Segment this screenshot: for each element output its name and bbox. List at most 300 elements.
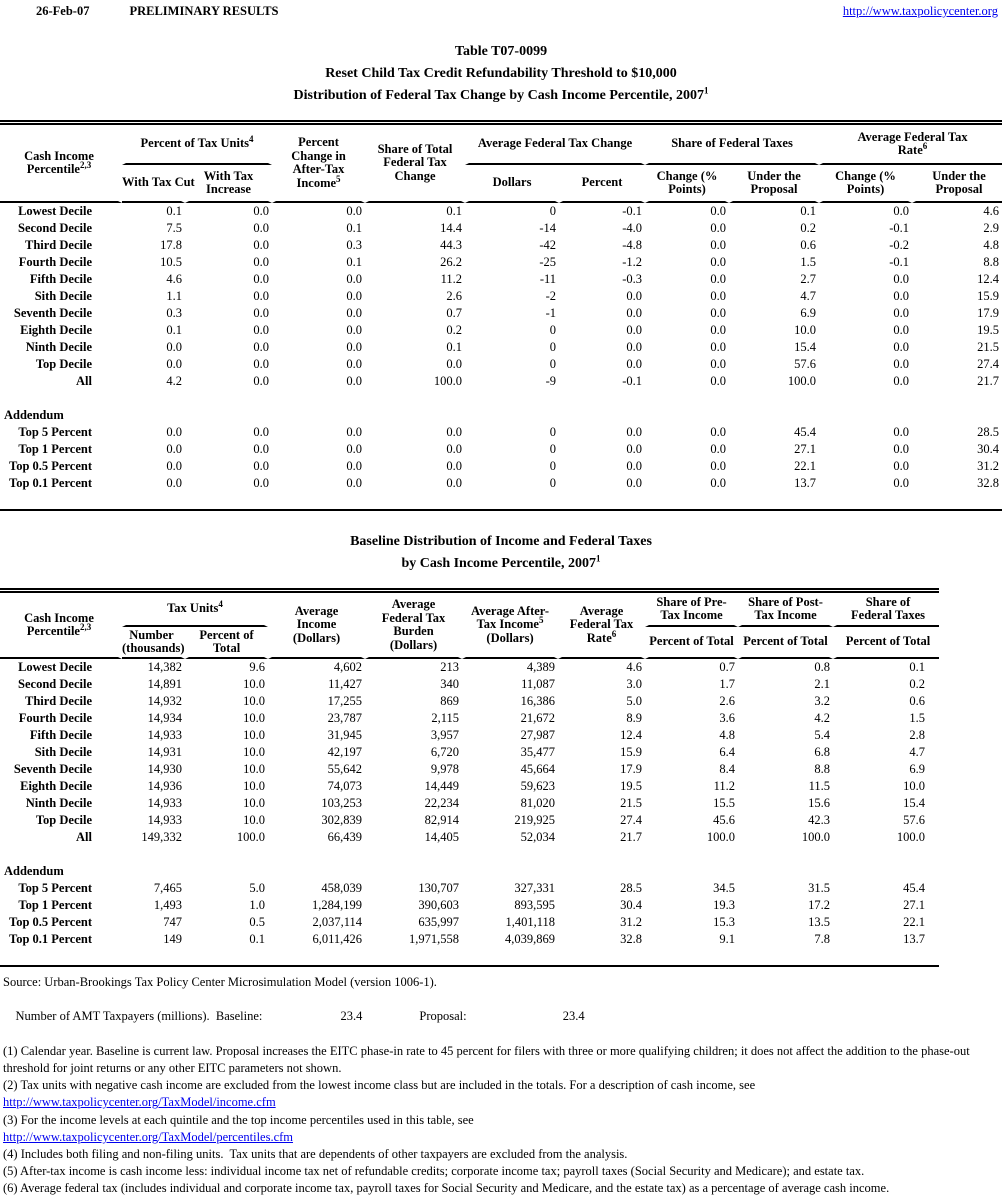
value-cell: 4.7 <box>909 745 926 759</box>
value-cell: 14,930 <box>147 762 182 776</box>
value-cell: -11 <box>539 272 557 286</box>
value-cell: 0.0 <box>253 476 270 490</box>
value-cell: 869 <box>440 694 460 708</box>
value-cell: 100.0 <box>706 830 736 844</box>
value-cell: 21.5 <box>977 340 1000 354</box>
value-cell: 0.0 <box>253 323 270 337</box>
value-cell: 747 <box>163 915 182 929</box>
table-row <box>0 880 939 897</box>
value-cell: 27.1 <box>903 898 926 912</box>
value-cell: 0.0 <box>253 272 270 286</box>
value-cell: 0.2 <box>800 221 817 235</box>
value-cell: 14,933 <box>147 728 182 742</box>
value-cell: -1.2 <box>622 255 643 269</box>
table-row <box>0 220 1002 237</box>
value-cell: 0.0 <box>710 476 727 490</box>
preliminary-results-label: PRELIMINARY RESULTS <box>129 4 279 18</box>
value-cell: 0.0 <box>253 425 270 439</box>
amt-proposal-label: Proposal: <box>419 1009 467 1024</box>
value-cell: 2.1 <box>814 677 831 691</box>
col-header-change-points: Change (% Points) <box>645 165 729 203</box>
value-cell: 4,389 <box>526 660 556 674</box>
value-cell: 0.0 <box>710 306 727 320</box>
value-cell: 0.0 <box>253 340 270 354</box>
value-cell: 0 <box>549 442 557 456</box>
value-cell: 0.0 <box>626 323 643 337</box>
value-cell: 11.2 <box>713 779 736 793</box>
value-cell: 0.0 <box>346 340 363 354</box>
value-cell: 45.4 <box>794 425 817 439</box>
value-cell: 0.0 <box>893 323 910 337</box>
value-cell: 4,039,869 <box>505 932 556 946</box>
value-cell: 2.9 <box>983 221 1000 235</box>
value-cell: 0 <box>549 425 557 439</box>
value-cell: 0.0 <box>346 204 363 218</box>
value-cell: 0.1 <box>249 932 266 946</box>
row-label: All <box>76 830 92 844</box>
value-cell: 0.0 <box>253 221 270 235</box>
value-cell: 9,978 <box>430 762 460 776</box>
row-label: Second Decile <box>18 677 92 691</box>
value-cell: 2.8 <box>909 728 926 742</box>
table-id: Table T07-0099 <box>454 44 548 59</box>
value-cell: 2.6 <box>719 694 736 708</box>
value-cell: 10.0 <box>243 728 266 742</box>
value-cell: 0.7 <box>719 660 736 674</box>
value-cell: 100.0 <box>787 374 817 388</box>
value-cell: 0.8 <box>814 660 831 674</box>
bottom-pad-row <box>0 492 1002 509</box>
value-cell: 1.5 <box>800 255 817 269</box>
value-cell: 10.0 <box>243 694 266 708</box>
value-cell: 8.8 <box>814 762 831 776</box>
value-cell: 0.0 <box>253 459 270 473</box>
value-cell: 15.9 <box>977 289 1000 303</box>
value-cell: 4.6 <box>166 272 182 286</box>
note-2: (2) Tax units with negative cash income are excluded from the lowest income class but are included in the totals. For a description of cash income, see <box>3 1078 756 1093</box>
value-cell: 0.0 <box>893 476 910 490</box>
col-header-rate-under-proposal: Under the Proposal <box>912 165 1002 203</box>
value-cell: 458,039 <box>321 881 363 895</box>
note-3: (3) For the income levels at each quintile and the top income percentiles used in this table, see <box>3 1112 474 1127</box>
value-cell: -0.1 <box>622 374 643 388</box>
table-row <box>0 339 1002 356</box>
value-cell: 0.6 <box>800 238 817 252</box>
value-cell: 0.2 <box>909 677 926 691</box>
value-cell: 14,936 <box>147 779 182 793</box>
value-cell: 9.1 <box>719 932 736 946</box>
value-cell: 3,957 <box>430 728 460 742</box>
table-row <box>0 271 1002 288</box>
group-header-tax-units: Tax Units$^4$ <box>122 593 268 627</box>
baseline-table-title: Baseline Distribution of Income and Federal Taxes by Cash Income Percentile, 2007$^1$ <box>350 534 652 571</box>
value-cell: 1.0 <box>249 898 266 912</box>
row-label: Top 5 Percent <box>18 425 92 439</box>
value-cell: 0.7 <box>446 306 463 320</box>
value-cell: 11,087 <box>521 677 556 691</box>
value-cell: 14,932 <box>147 694 182 708</box>
row-label: Fifth Decile <box>29 728 92 742</box>
value-cell: 10.0 <box>243 779 266 793</box>
value-cell: 10.0 <box>243 677 266 691</box>
value-cell: 14,405 <box>424 830 460 844</box>
value-cell: 8.9 <box>626 711 643 725</box>
value-cell: 23,787 <box>327 711 363 725</box>
value-cell: 21,672 <box>520 711 556 725</box>
value-cell: 21.5 <box>620 796 643 810</box>
value-cell: 0.0 <box>893 425 910 439</box>
group-header-share-pre-tax-income: Share of Pre-Tax Income <box>645 593 738 627</box>
value-cell: 28.5 <box>620 881 643 895</box>
value-cell: 11,427 <box>328 677 363 691</box>
table-row <box>0 812 939 829</box>
table-row <box>0 727 939 744</box>
value-cell: 15.9 <box>620 745 643 759</box>
value-cell: 0.0 <box>626 340 643 354</box>
row-label: Top 0.5 Percent <box>9 459 92 473</box>
row-label: Top 1 Percent <box>18 442 92 456</box>
value-cell: 8.8 <box>983 255 1000 269</box>
value-cell: 1,284,199 <box>312 898 363 912</box>
row-label: Ninth Decile <box>25 796 92 810</box>
col-header-rate-change-points: Change (% Points) <box>819 165 912 203</box>
value-cell: 893,595 <box>514 898 556 912</box>
value-cell: 10.0 <box>243 796 266 810</box>
value-cell: 17.9 <box>977 306 1000 320</box>
table-row <box>0 322 1002 339</box>
value-cell: 45,664 <box>520 762 556 776</box>
value-cell: 15.5 <box>713 796 736 810</box>
value-cell: 57.6 <box>794 357 817 371</box>
value-cell: 0 <box>549 204 557 218</box>
percentiles-link[interactable]: http://www.taxpolicycenter.org/TaxModel/percentiles.cfm <box>3 1129 294 1144</box>
value-cell: 74,073 <box>327 779 363 793</box>
value-cell: 0.0 <box>346 272 363 286</box>
value-cell: 0.1 <box>166 204 182 218</box>
value-cell: 0.0 <box>893 204 910 218</box>
value-cell: 4.7 <box>800 289 817 303</box>
value-cell: 42,197 <box>327 745 363 759</box>
footer-notes <box>0 974 1002 1198</box>
value-cell: 15.4 <box>903 796 926 810</box>
value-cell: 0.0 <box>893 357 910 371</box>
value-cell: -9 <box>545 374 557 388</box>
row-label: Ninth Decile <box>25 340 92 354</box>
source-line: Source: Urban-Brookings Tax Policy Center Microsimulation Model (version 1006-1). <box>3 975 437 989</box>
value-cell: 0.0 <box>710 323 727 337</box>
row-label: Top 5 Percent <box>18 881 92 895</box>
value-cell: 0.0 <box>710 272 727 286</box>
value-cell: 0 <box>549 323 557 337</box>
value-cell: 0.0 <box>346 323 363 337</box>
group-header-percent-of-tax-units: Percent of Tax Units$^4$ <box>122 125 272 165</box>
value-cell: 0.0 <box>446 425 463 439</box>
value-cell: 32.8 <box>620 932 643 946</box>
addendum-label: Addendum <box>4 864 64 878</box>
value-cell: 5.0 <box>249 881 266 895</box>
value-cell: 7,465 <box>153 881 182 895</box>
col-header-with-tax-cut: With Tax Cut <box>122 165 185 203</box>
value-cell: 11.2 <box>440 272 463 286</box>
row-label: Seventh Decile <box>13 762 92 776</box>
row-label: Eighth Decile <box>20 779 92 793</box>
value-cell: 0 <box>549 357 557 371</box>
value-cell: 100.0 <box>896 830 926 844</box>
value-cell: 3.2 <box>814 694 831 708</box>
value-cell: 0.0 <box>893 340 910 354</box>
value-cell: 0.5 <box>249 915 266 929</box>
value-cell: 6.9 <box>800 306 817 320</box>
value-cell: 17.9 <box>620 762 643 776</box>
group-header-average-federal-tax-rate: Average Federal Tax Rate$^6$ <box>819 125 1002 165</box>
table-row <box>0 829 939 846</box>
value-cell: 17.8 <box>160 238 182 252</box>
value-cell: 0.0 <box>166 476 182 490</box>
table-row <box>0 659 939 676</box>
table-row <box>0 897 939 914</box>
value-cell: 0.0 <box>346 476 363 490</box>
value-cell: 0.1 <box>346 255 363 269</box>
table-row <box>0 795 939 812</box>
value-cell: 13.5 <box>808 915 831 929</box>
value-cell: 57.6 <box>903 813 926 827</box>
value-cell: 0.0 <box>893 289 910 303</box>
col-header-with-tax-increase: With Tax Increase <box>185 165 272 203</box>
value-cell: 15.4 <box>794 340 817 354</box>
value-cell: 2,037,114 <box>312 915 363 929</box>
section-label-row <box>0 863 939 880</box>
group-header-share-of-federal-taxes: Share of Federal Taxes <box>645 125 819 165</box>
row-label: Lowest Decile <box>18 660 92 674</box>
value-cell: 14,933 <box>147 796 182 810</box>
value-cell: 4.6 <box>626 660 643 674</box>
value-cell: 21.7 <box>977 374 1000 388</box>
value-cell: 0 <box>549 340 557 354</box>
value-cell: 4.2 <box>166 374 182 388</box>
value-cell: 340 <box>440 677 460 691</box>
value-cell: 82,914 <box>424 813 460 827</box>
value-cell: 2,115 <box>431 711 460 725</box>
value-cell: 0.0 <box>253 255 270 269</box>
col-header-average-federal-tax-rate: Average Federal Tax Rate$^6$ <box>558 593 645 659</box>
value-cell: 327,331 <box>514 881 556 895</box>
value-cell: 30.4 <box>620 898 643 912</box>
row-label: Third Decile <box>24 694 92 708</box>
site-link[interactable]: http://www.taxpolicycenter.org <box>842 4 998 18</box>
page-header <box>0 0 1002 19</box>
value-cell: 0.0 <box>253 289 270 303</box>
row-label: Fifth Decile <box>29 272 92 286</box>
row-label: Top 0.1 Percent <box>9 476 92 490</box>
value-cell: 3.6 <box>719 711 736 725</box>
value-cell: 0.0 <box>710 459 727 473</box>
value-cell: 10.0 <box>243 762 266 776</box>
distribution-title: Distribution of Federal Tax Change by Cash Income Percentile, 2007$^1$ <box>293 85 709 103</box>
value-cell: 0.0 <box>710 357 727 371</box>
value-cell: 1.7 <box>719 677 736 691</box>
income-definition-link[interactable]: http://www.taxpolicycenter.org/TaxModel/income.cfm <box>3 1095 276 1110</box>
value-cell: 6.4 <box>719 745 736 759</box>
value-cell: 10.0 <box>243 813 266 827</box>
amt-taxpayers-line: Number of AMT Taxpayers (millions). Baseline: 23.4 Proposal: 23.4 <box>3 991 1002 1043</box>
table-row <box>0 914 939 931</box>
value-cell: 66,439 <box>327 830 363 844</box>
value-cell: 0.0 <box>626 442 643 456</box>
value-cell: 14,931 <box>147 745 182 759</box>
table-row <box>0 203 1002 220</box>
value-cell: -1 <box>545 306 557 320</box>
value-cell: 0.0 <box>346 289 363 303</box>
note-1: (1) Calendar year. Baseline is current law. Proposal increases the EITC phase-in rate to 45 percent for filers with three or more qualifying children; it does not affect the addition to the phase-out threshold for joint returns or any other EITC parameters not shown. <box>3 1043 973 1076</box>
col-header-average-after-tax-income: Average After-Tax Income$^5$ (Dollars) <box>462 593 558 659</box>
table-row <box>0 424 1002 441</box>
value-cell: 44.3 <box>440 238 463 252</box>
value-cell: 2.7 <box>800 272 817 286</box>
col-header-post-tax-percent-of-total: Percent of Total <box>738 627 833 659</box>
value-cell: 14,382 <box>147 660 182 674</box>
row-label: Top 1 Percent <box>18 898 92 912</box>
value-cell: 0.1 <box>166 323 182 337</box>
value-cell: 12.4 <box>977 272 1000 286</box>
row-label: Eighth Decile <box>20 323 92 337</box>
value-cell: 7.5 <box>166 221 182 235</box>
value-cell: 22.1 <box>903 915 926 929</box>
value-cell: 0.0 <box>346 306 363 320</box>
value-cell: 0.0 <box>710 255 727 269</box>
value-cell: -4.0 <box>622 221 643 235</box>
col-header-under-proposal: Under the Proposal <box>729 165 819 203</box>
value-cell: 5.0 <box>626 694 643 708</box>
value-cell: 149,332 <box>141 830 182 844</box>
value-cell: 0.0 <box>446 459 463 473</box>
value-cell: 4.6 <box>983 204 1000 218</box>
table-row <box>0 761 939 778</box>
value-cell: 10.0 <box>903 779 926 793</box>
value-cell: 32.8 <box>977 476 1000 490</box>
value-cell: 6,720 <box>430 745 460 759</box>
value-cell: 0.0 <box>346 425 363 439</box>
value-cell: 0.3 <box>346 238 363 252</box>
value-cell: 0.0 <box>626 289 643 303</box>
value-cell: 0.0 <box>710 238 727 252</box>
addendum-label: Addendum <box>4 408 64 422</box>
value-cell: 26.2 <box>440 255 463 269</box>
value-cell: 10.0 <box>243 711 266 725</box>
value-cell: -0.3 <box>622 272 643 286</box>
value-cell: 0.0 <box>446 357 463 371</box>
value-cell: 13.7 <box>903 932 926 946</box>
value-cell: 52,034 <box>520 830 556 844</box>
value-cell: 0.0 <box>346 374 363 388</box>
value-cell: 0.0 <box>346 357 363 371</box>
col-header-share-of-total-federal-tax-change: Share of Total Federal Tax Change <box>365 125 465 203</box>
col-header-dollars: Dollars <box>465 165 559 203</box>
row-label: Top Decile <box>35 357 92 371</box>
table-row <box>0 305 1002 322</box>
value-cell: 0.0 <box>893 272 910 286</box>
value-cell: 15.3 <box>713 915 736 929</box>
group-header-average-federal-tax-change: Average Federal Tax Change <box>465 125 645 165</box>
value-cell: 27.1 <box>794 442 817 456</box>
group-header-share-post-tax-income: Share of Post-Tax Income <box>738 593 833 627</box>
value-cell: 13.7 <box>794 476 817 490</box>
value-cell: 1,493 <box>153 898 182 912</box>
value-cell: -2 <box>545 289 557 303</box>
value-cell: 2.6 <box>446 289 463 303</box>
value-cell: 149 <box>163 932 182 946</box>
row-label: Third Decile <box>24 238 92 252</box>
row-label: Seventh Decile <box>13 306 92 320</box>
value-cell: 28.5 <box>977 425 1000 439</box>
value-cell: 14,449 <box>424 779 460 793</box>
value-cell: 0.6 <box>909 694 926 708</box>
row-label: Sith Decile <box>34 745 92 759</box>
value-cell: 0.0 <box>446 476 463 490</box>
value-cell: 14,891 <box>147 677 182 691</box>
value-cell: 27.4 <box>977 357 1000 371</box>
value-cell: 0.0 <box>253 306 270 320</box>
value-cell: 0.0 <box>893 306 910 320</box>
value-cell: -0.1 <box>889 255 910 269</box>
amt-proposal-value: 23.4 <box>562 1009 585 1024</box>
table-row <box>0 931 939 948</box>
table-row <box>0 475 1002 492</box>
value-cell: 0.0 <box>893 442 910 456</box>
value-cell: 10.5 <box>160 255 182 269</box>
value-cell: 6,011,426 <box>312 932 363 946</box>
value-cell: 302,839 <box>321 813 363 827</box>
value-cell: 12.4 <box>620 728 643 742</box>
note-6: (6) Average federal tax (includes individual and corporate income tax, payroll taxes for Social Security and Medicare, and the estate tax) as a percentage of average cash income. <box>3 1181 890 1196</box>
value-cell: 4,602 <box>333 660 363 674</box>
spacer-row <box>0 390 1002 407</box>
value-cell: 10.0 <box>243 745 266 759</box>
table-row <box>0 441 1002 458</box>
table-row <box>0 710 939 727</box>
value-cell: 0.0 <box>893 374 910 388</box>
value-cell: -0.2 <box>889 238 910 252</box>
value-cell: 0.0 <box>166 357 182 371</box>
value-cell: 30.4 <box>977 442 1000 456</box>
table-row <box>0 254 1002 271</box>
table-row <box>0 676 939 693</box>
table-row <box>0 778 939 795</box>
table-row <box>0 458 1002 475</box>
value-cell: 0.0 <box>446 442 463 456</box>
value-cell: 19.3 <box>713 898 736 912</box>
value-cell: 45.6 <box>713 813 736 827</box>
row-label: Top 0.5 Percent <box>9 915 92 929</box>
value-cell: 55,642 <box>327 762 363 776</box>
value-cell: 81,020 <box>520 796 556 810</box>
value-cell: 100.0 <box>236 830 266 844</box>
col-header-average-income: Average Income (Dollars) <box>268 593 365 659</box>
value-cell: 390,603 <box>418 898 460 912</box>
value-cell: 0 <box>549 476 557 490</box>
section-label-row <box>0 407 1002 424</box>
value-cell: 7.8 <box>814 932 831 946</box>
value-cell: 213 <box>440 660 460 674</box>
table-row <box>0 373 1002 390</box>
value-cell: 21.7 <box>620 830 643 844</box>
value-cell: 1.1 <box>166 289 182 303</box>
value-cell: 130,707 <box>418 881 460 895</box>
table-row <box>0 237 1002 254</box>
value-cell: 59,623 <box>520 779 556 793</box>
value-cell: 1,971,558 <box>409 932 460 946</box>
value-cell: 19.5 <box>620 779 643 793</box>
value-cell: 1,401,118 <box>505 915 556 929</box>
